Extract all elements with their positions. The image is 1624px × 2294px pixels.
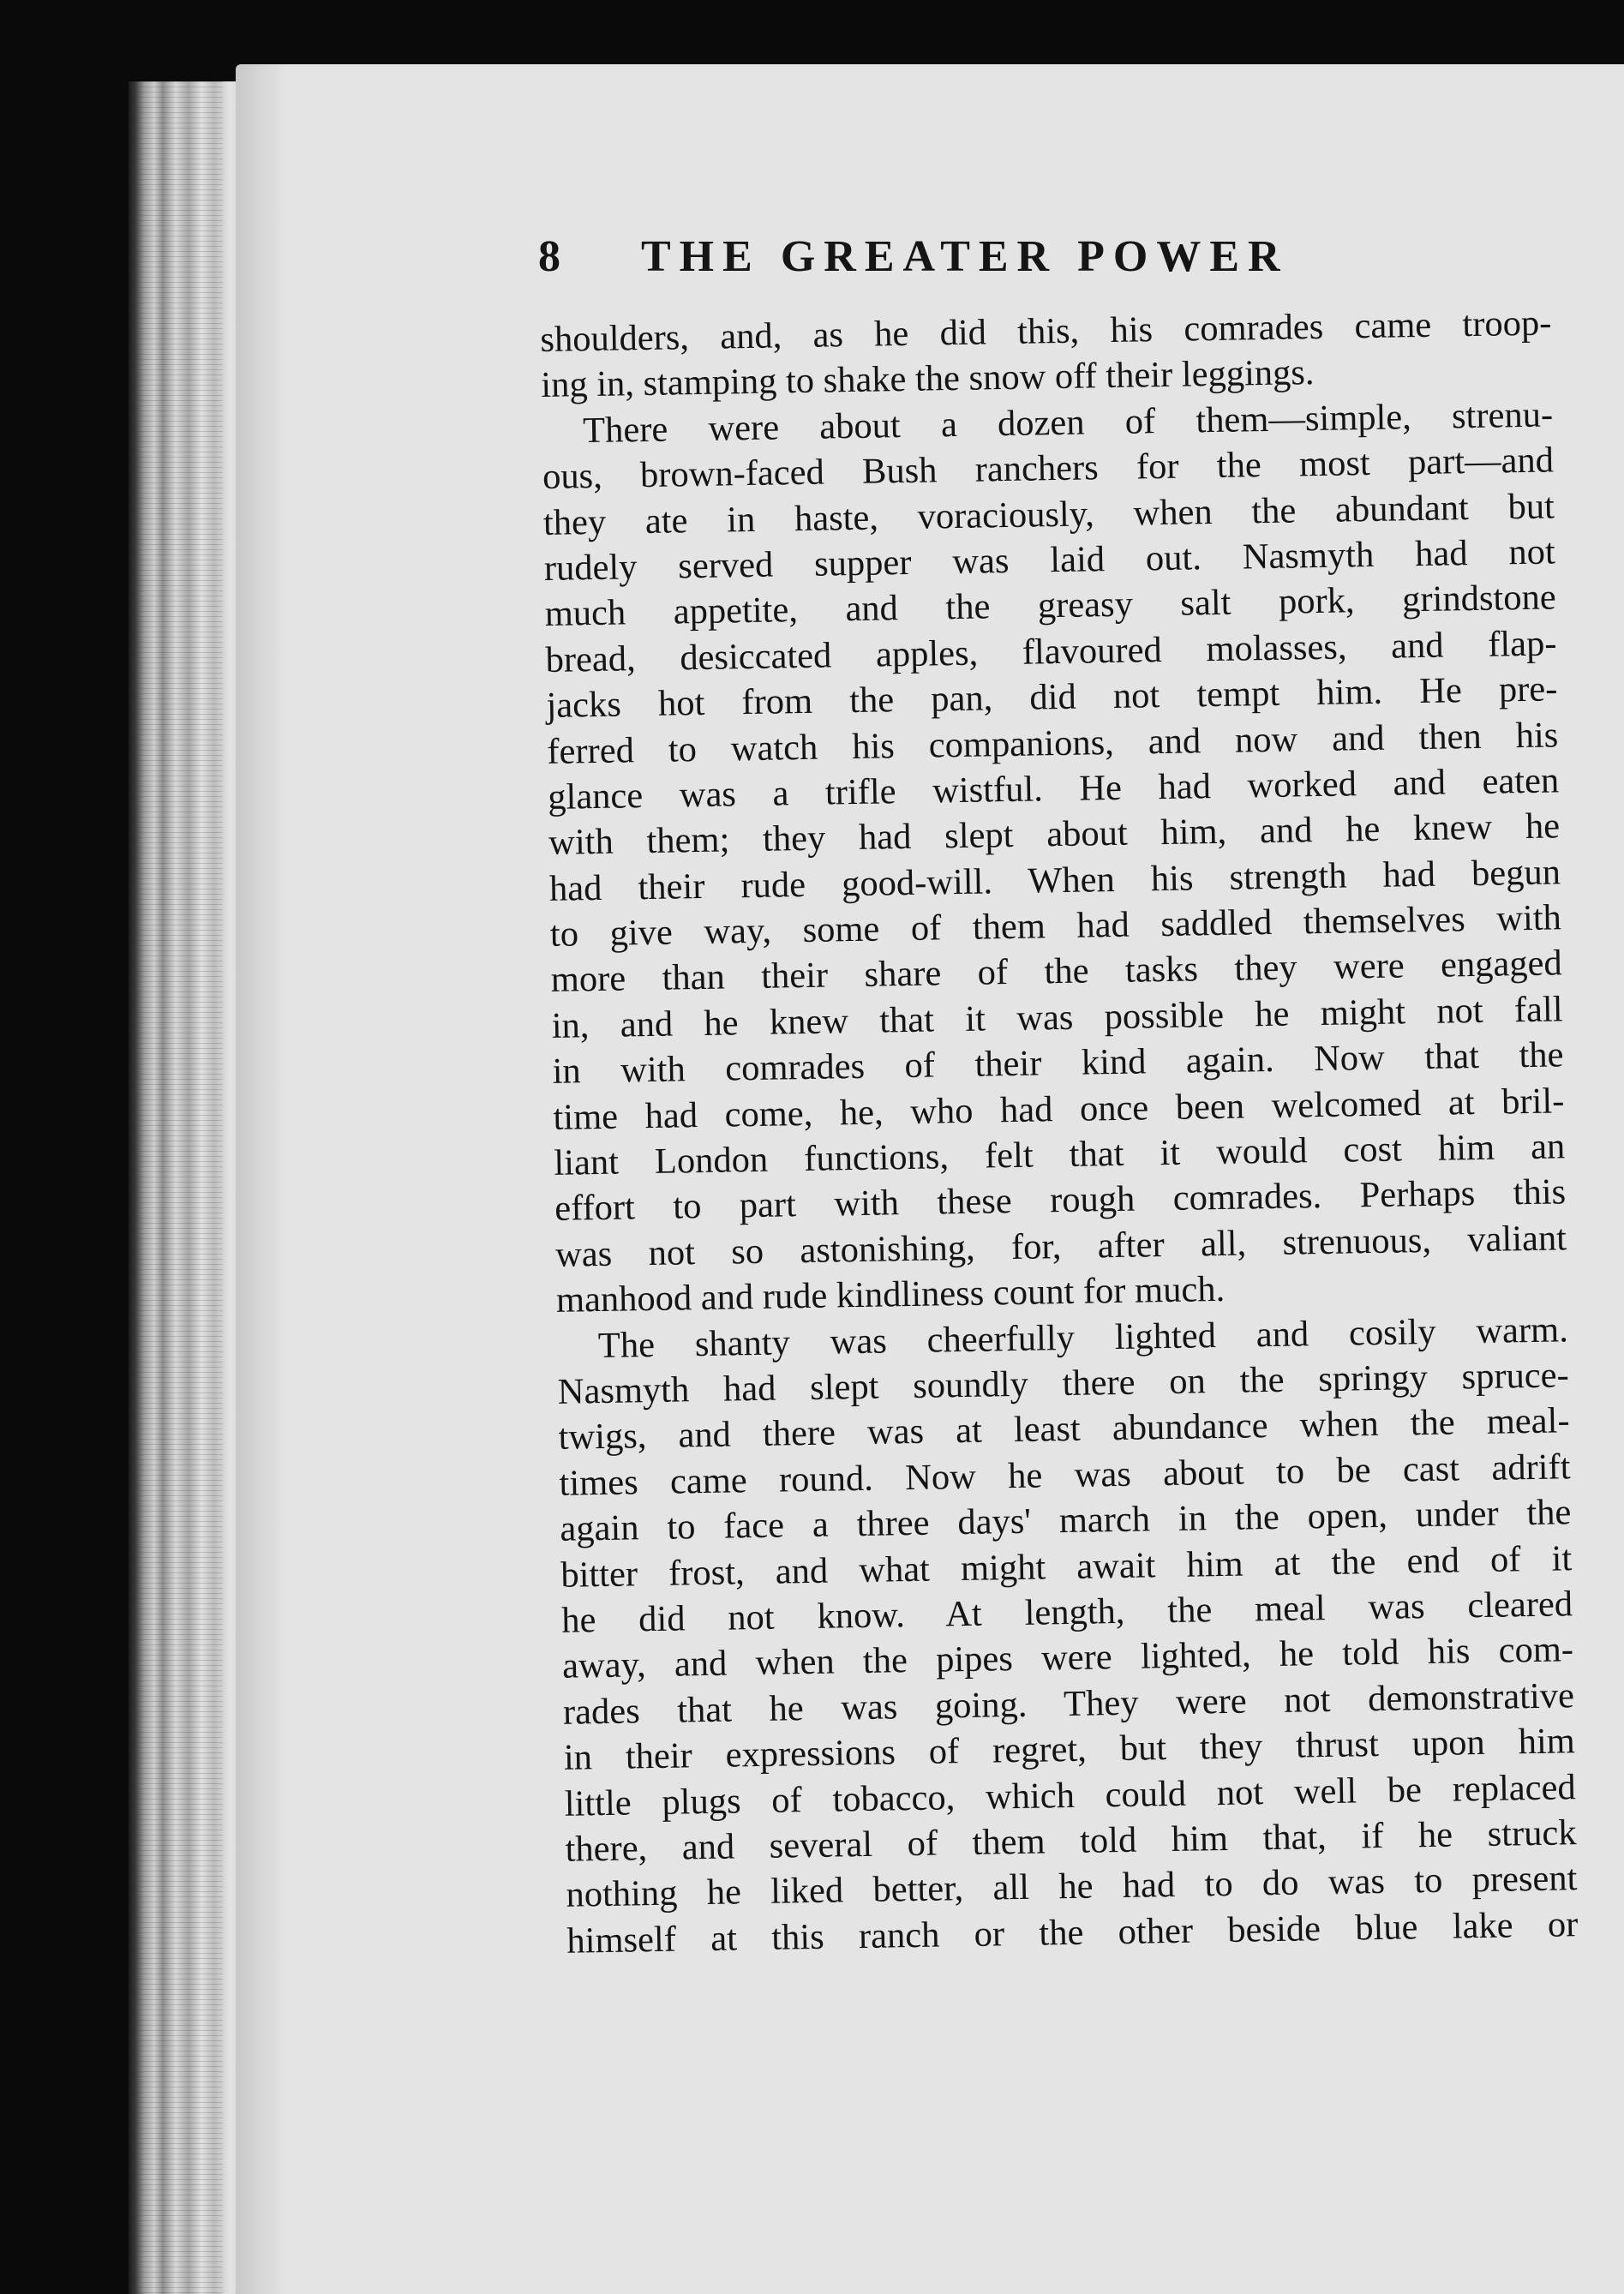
- text-line: shoulders, and, as he did this, his comrades came troop-: [540, 302, 1552, 360]
- text-line: nothing he liked better, all he had to do was to present: [566, 1858, 1578, 1916]
- text-line: twigs, and there was at least abundance when the meal-: [558, 1400, 1570, 1458]
- text-line: much appetite, and the greasy salt pork, grindstone: [544, 577, 1556, 635]
- text-line: ing in, stamping to shake the snow off their leggings.: [540, 352, 1315, 406]
- text-line: they ate in haste, voraciously, when the abundant but: [542, 485, 1555, 543]
- text-line: The shanty was cheerfully lighted and cosily warm.: [597, 1309, 1569, 1366]
- text-line: himself at this ranch or the other beside blue lake or: [566, 1903, 1579, 1962]
- text-line: to give way, some of them had saddled themselves with: [549, 897, 1562, 955]
- page-gutter-shadow: [236, 64, 287, 2294]
- text-line: bitter frost, and what might await him at the end of it: [560, 1537, 1573, 1596]
- page-number: 8: [538, 232, 560, 281]
- page-header: [538, 231, 1412, 291]
- text-line: in their expressions of regret, but they thrust upon him: [563, 1721, 1576, 1778]
- text-line: away, and when the pipes were lighted, he told his com-: [561, 1629, 1574, 1687]
- text-line: again to face a three days' march in the open, under the: [560, 1492, 1572, 1549]
- text-line: ferred to watch his companions, and now and then his: [547, 714, 1559, 772]
- text-line: glance was a trifle wistful. He had worked and eaten: [547, 760, 1560, 818]
- text-line: bread, desiccated apples, flavoured molasses, and flap-: [545, 623, 1557, 680]
- binding-texture: [129, 81, 223, 2294]
- text-line: he did not know. At length, the meal was cleared: [560, 1584, 1573, 1641]
- text-line: little plugs of tobacco, which could not well be replaced: [564, 1766, 1576, 1824]
- text-line: in with comrades of their kind again. Now that the: [552, 1034, 1564, 1093]
- text-line: time had come, he, who had once been welcomed at bril-: [553, 1080, 1565, 1138]
- text-line: jacks hot from the pan, did not tempt him. He pre-: [546, 668, 1558, 727]
- body-text: [540, 300, 1579, 1963]
- text-line: there, and several of them told him that, if he struck: [565, 1812, 1577, 1870]
- text-line: rudely served supper was laid out. Nasmyth had not: [543, 531, 1556, 589]
- text-line: more than their share of the tasks they were engaged: [550, 943, 1563, 1001]
- text-line: effort to part with these rough comrades. Perhaps this: [554, 1171, 1567, 1230]
- text-line: with them; they had slept about him, and he knew he: [548, 806, 1561, 864]
- text-line: rades that he was going. They were not demonstrative: [562, 1674, 1575, 1733]
- text-line: manhood and rude kindliness count for much.: [555, 1269, 1225, 1321]
- text-line: in, and he knew that it was possible he might not fall: [551, 989, 1563, 1046]
- text-line: had their rude good-will. When his strength had begun: [548, 852, 1561, 909]
- text-line: There were about a dozen of them—simple, strenu-: [582, 394, 1554, 451]
- text-line: ous, brown-faced Bush ranchers for the most part—and: [542, 440, 1555, 498]
- running-title: THE GREATER POWER: [641, 232, 1289, 281]
- text-line: was not so astonishing, for, after all, strenuous, valiant: [554, 1218, 1567, 1275]
- text-line: Nasmyth had slept soundly there on the springy spruce-: [557, 1355, 1570, 1412]
- text-line: liant London functions, felt that it would cost him an: [553, 1126, 1566, 1183]
- text-line: times came round. Now he was about to be cast adrift: [559, 1446, 1571, 1504]
